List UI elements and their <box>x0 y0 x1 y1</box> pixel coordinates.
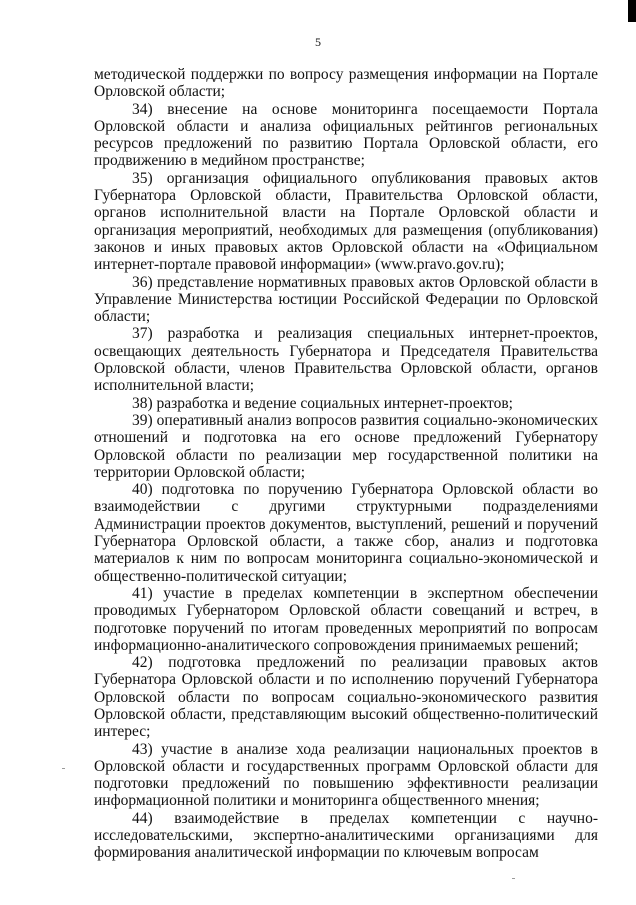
paragraph-item-42: 42) подготовка предложений по реализации правовых актов Губернатора Орловской области и по исполнению поручений Губернатора Орловской области по вопросам социально-экономического развития Орловской области, представляющим высокий общественно-политический интерес; <box>94 654 598 741</box>
paragraph-item-43: 43) участие в анализе хода реализации национальных проектов в Орловской области и государственных программ Орловской области для подготовки предложений по повышению эффективности реализации информационной политики и мониторинга общественного мнения; <box>94 740 598 810</box>
scan-speck <box>62 768 65 769</box>
paragraph-item-40: 40) подготовка по поручению Губернатора Орловской области во взаимодействии с другими структурными подразделениями Администрации проектов документов, выступлений, решений и поручений Губернатора Орловской области, а также сбор, анализ и подготовка материалов к ним по вопросам мониторинга социально-экономической и общественно-политической ситуации; <box>94 481 598 585</box>
paragraph-item-39: 39) оперативный анализ вопросов развития социально-экономических отношений и подготовка на его основе предложений Губернатору Орловской области по реализации мер государственной политики на территории Орловской области; <box>94 411 598 481</box>
paragraph-item-37: 37) разработка и реализация специальных интернет-проектов, освещающих деятельность Губернатора и Председателя Правительства Орловской области, членов Правительства Орловской области, органов исполнительной власти; <box>94 325 598 395</box>
scan-speck <box>512 878 515 879</box>
paragraph-item-41: 41) участие в пределах компетенции в экспертном обеспечении проводимых Губернатором Орловской области совещаний и встреч, в подготовке поручений по итогам проведенных мероприятий по вопросам информационно-аналитического сопровождения принимаемых решений; <box>94 584 598 654</box>
page-number: 5 <box>315 35 321 49</box>
document-body <box>94 66 598 862</box>
paragraph-item-44: 44) взаимодействие в пределах компетенции с научно-исследовательскими, экспертно-аналитическими организациями для формирования аналитической информации по ключевым вопросам <box>94 809 598 862</box>
paragraph-item-36: 36) представление нормативных правовых актов Орловской области в Управление Министерства юстиции Российской Федерации по Орловской области; <box>94 273 598 326</box>
paragraph-item-35: 35) организация официального опубликования правовых актов Губернатора Орловской области, Правительства Орловской области, органов исполнительной власти на Портале Орловской области и организация мероприятий, необходимых для размещения (опубликования) законов и иных правовых актов Орловской области на «Официальном интернет-портале правовой информации» (www.pravo.gov.ru); <box>94 169 598 274</box>
paragraph-item-38: 38) разработка и ведение социальных интернет-проектов; <box>132 394 513 412</box>
paragraph-item-34: 34) внесение на основе мониторинга посещаемости Портала Орловской области и анализа официальных рейтингов региональных ресурсов предложений по развитию Портала Орловской области, его продвижению в медийном пространстве; <box>94 100 598 170</box>
scan-corner-mark <box>628 0 636 22</box>
paragraph-continuation: методической поддержки по вопросу размещения информации на Портале Орловской области; <box>94 66 598 101</box>
